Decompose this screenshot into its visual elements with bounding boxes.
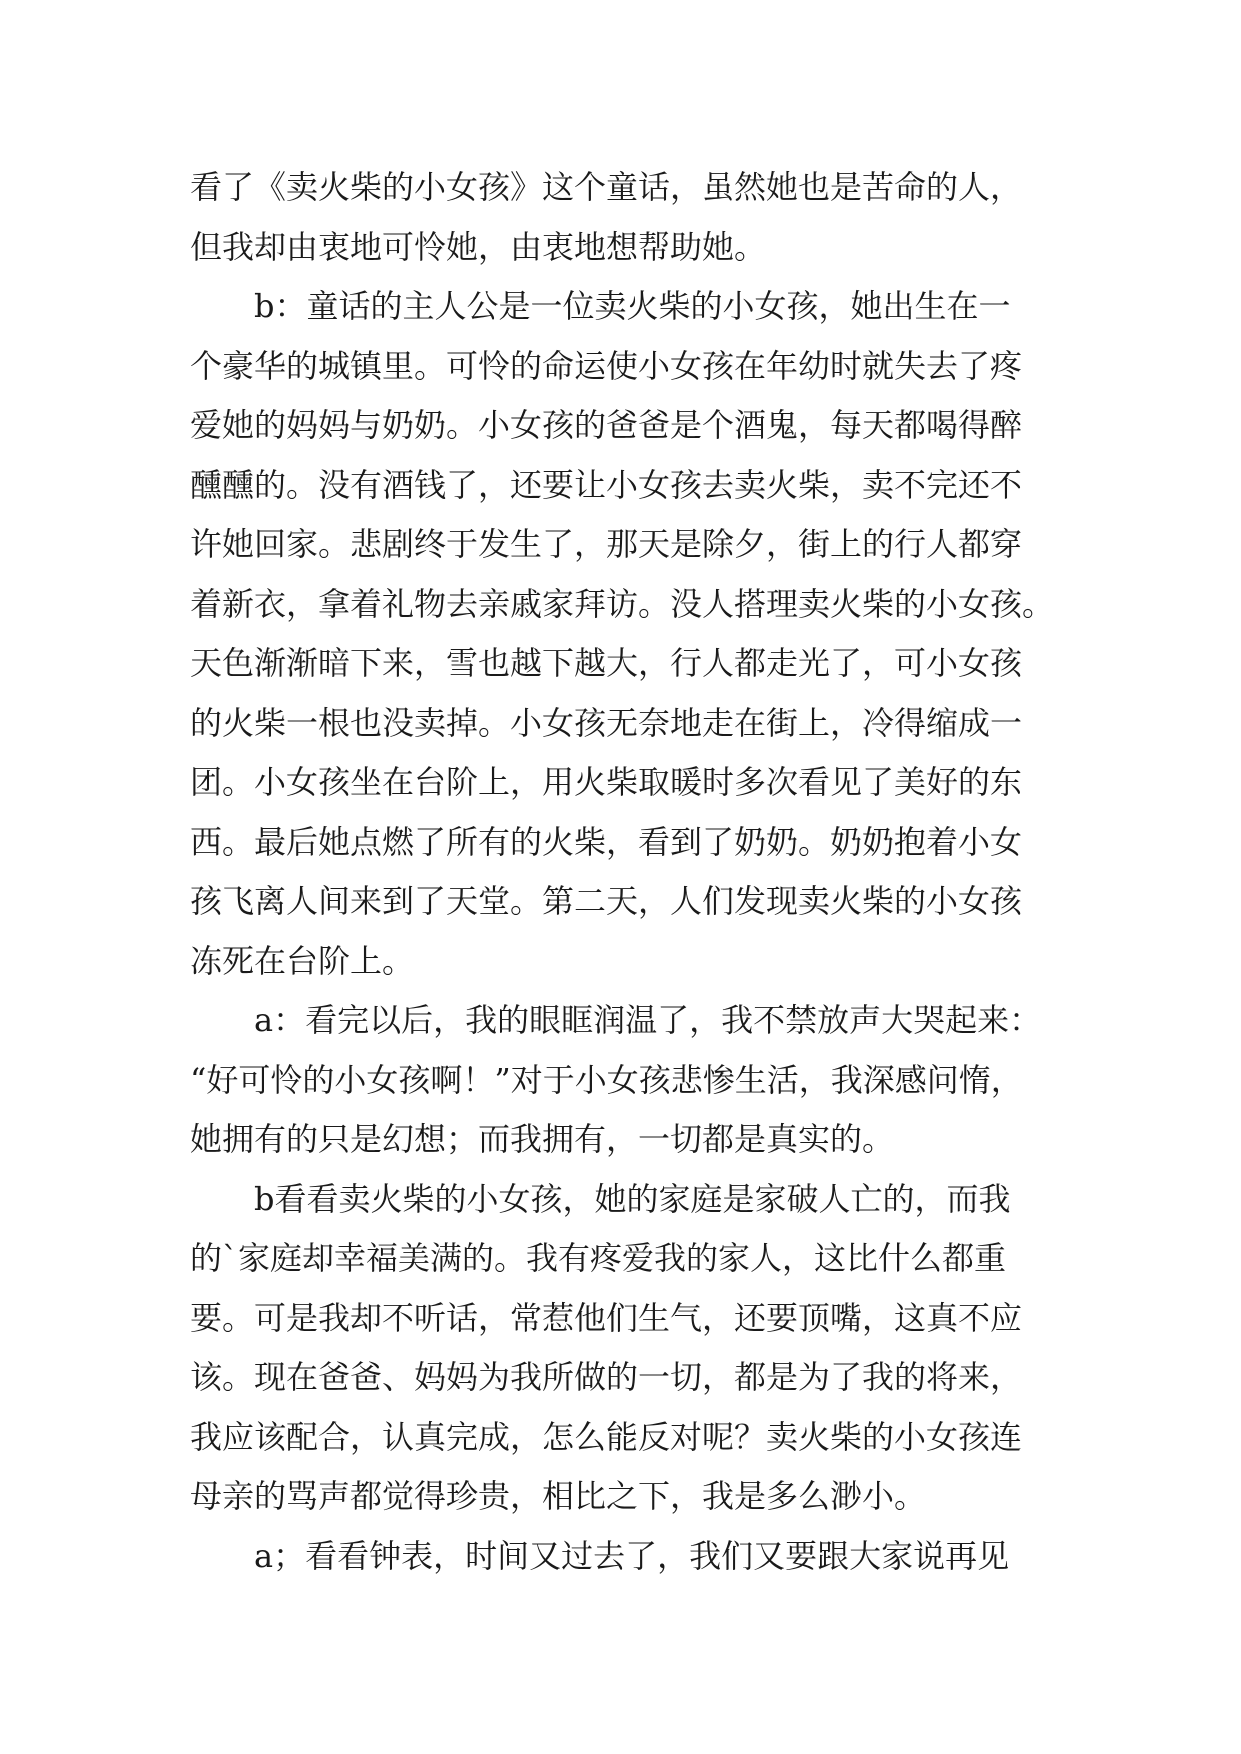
text-line: 醺醺的。没有酒钱了，还要让小女孩去卖火柴，卖不完还不 bbox=[190, 465, 1023, 504]
text-line: 孩飞离人间来到了天堂。第二天，人们发现卖火柴的小女孩 bbox=[190, 882, 1023, 920]
text-line: a：看完以后，我的眼眶润温了，我不禁放声大哭起来： bbox=[254, 1001, 1042, 1039]
text-line: 团。小女孩坐在台阶上，用火柴取暖时多次看见了美好的东 bbox=[190, 763, 1023, 801]
text-line: 爱她的妈妈与奶奶。小女孩的爸爸是个酒鬼，每天都喝得醉 bbox=[190, 406, 1023, 444]
text-line: 许她回家。悲剧终于发生了，那天是除夕，街上的行人都穿 bbox=[190, 525, 1023, 563]
text-line: 的`家庭却幸福美满的。我有疼爱我的家人，这比什么都重 bbox=[190, 1239, 1007, 1277]
text-line: 但我却由衷地可怜她，由衷地想帮助她。 bbox=[190, 227, 767, 266]
text-line: “好可怜的小女孩啊！”对于小女孩悲惨生活，我深感问惰， bbox=[190, 1060, 1023, 1099]
text-line: 母亲的骂声都觉得珍贵，相比之下，我是多么渺小。 bbox=[190, 1477, 927, 1515]
text-line: 要。可是我却不听话，常惹他们生气，还要顶嘴，这真不应 bbox=[190, 1298, 1023, 1337]
document-body bbox=[190, 158, 1060, 1586]
text-line: 冻死在台阶上。 bbox=[190, 941, 415, 980]
text-line: 个豪华的城镇里。可怜的命运使小女孩在年幼时就失去了疼 bbox=[190, 346, 1023, 385]
text-line: 她拥有的只是幻想；而我拥有，一切都是真实的。 bbox=[190, 1120, 895, 1158]
text-line: 天色渐渐暗下来，雪也越下越大，行人都走光了，可小女孩 bbox=[190, 644, 1023, 682]
text-line: a；看看钟表，时间又过去了，我们又要跟大家说再见 bbox=[254, 1536, 1010, 1575]
text-line: 着新衣，拿着礼物去亲戚家拜访。没人搭理卖火柴的小女孩。 bbox=[190, 584, 1055, 623]
text-line: b：童话的主人公是一位卖火柴的小女孩，她出生在一 bbox=[254, 287, 1011, 325]
text-line: 的火柴一根也没卖掉。小女孩无奈地走在街上，冷得缩成一 bbox=[190, 703, 1023, 742]
text-line: b看看卖火柴的小女孩，她的家庭是家破人亡的，而我 bbox=[254, 1179, 1011, 1218]
text-line: 该。现在爸爸、妈妈为我所做的一切，都是为了我的将来， bbox=[190, 1358, 1023, 1396]
text-line: 看了《卖火柴的小女孩》这个童话，虽然她也是苦命的人， bbox=[190, 168, 1023, 206]
text-line: 我应该配合，认真完成，怎么能反对呢？卖火柴的小女孩连 bbox=[190, 1417, 1023, 1456]
text-line: 西。最后她点燃了所有的火柴，看到了奶奶。奶奶抱着小女 bbox=[190, 822, 1023, 861]
